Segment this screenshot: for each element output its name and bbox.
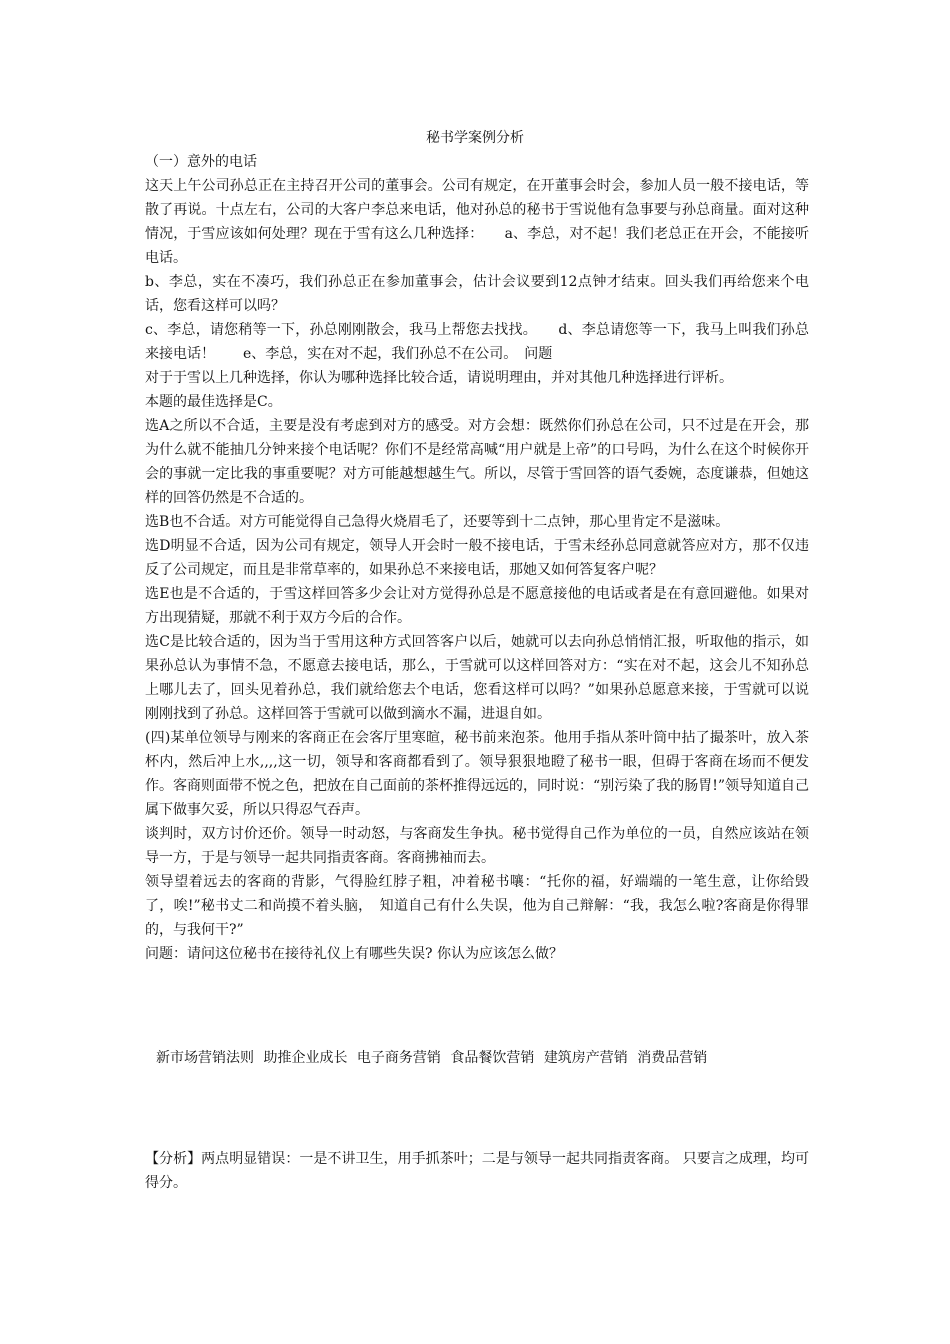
analysis-paragraph: 选D明显不合适，因为公司有规定，领导人开会时一般不接电话，于雪未经孙总同意就答应对方，那不仅违反了公司规定，而且是非常草率的，如果孙总不来接电话，那她又如何答复客户呢？	[145, 538, 809, 578]
marketing-link[interactable]: 电子商务营销	[356, 1050, 441, 1066]
marketing-links	[156, 1048, 856, 1068]
section-heading: （一）意外的电话	[145, 154, 257, 170]
marketing-link[interactable]: 新市场营销法则	[156, 1050, 254, 1066]
marketing-link[interactable]: 助推企业成长	[263, 1050, 348, 1066]
question-paragraph: 对于于雪以上几种选择，你认为哪种选择比较合适，请说明理由，并对其他几种选择进行评析。	[145, 370, 733, 386]
case-paragraph: 谈判时，双方讨价还价。领导一时动怒，与客商发生争执。秘书觉得自己作为单位的一员，自然应该站在领导一方，于是与领导一起共同指责客商。客商拂袖而去。	[145, 826, 809, 866]
analysis-note: 【分析】两点明显错误：一是不讲卫生，用手抓茶叶；二是与领导一起共同指责客商。 只要言之成理，均可得分。	[145, 1151, 809, 1191]
analysis-paragraph: 选C是比较合适的，因为当于雪用这种方式回答客户以后，她就可以去向孙总悄悄汇报，听取他的指示，如果孙总认为事情不急，不愿意去接电话，那么，于雪就可以这样回答对方：“实在对不起，这会儿不知孙总上哪儿去了，回头见着孙总，我们就给您去个电话，您看这样可以吗？”如果孙总愿意来接，于雪就可以说刚刚找到了孙总。这样回答于雪就可以做到滴水不漏，进退自如。	[145, 634, 809, 722]
option-paragraph: c、李总，请您稍等一下，孙总刚刚散会，我马上帮您去找找。 d、李总请您等一下，我马上叫我们孙总来接电话！ e、李总，实在对不起，我们孙总不在公司。 问题	[145, 322, 809, 362]
answer-paragraph: 本题的最佳选择是C。	[145, 394, 282, 410]
marketing-link[interactable]: 消费品营销	[637, 1050, 708, 1066]
question-paragraph: 问题：请问这位秘书在接待礼仪上有哪些失误? 你认为应该怎么做？	[145, 946, 563, 962]
case-paragraph: (四)某单位领导与刚来的客商正在会客厅里寒暄，秘书前来泡茶。他用手指从茶叶筒中拈了撮茶叶，放入茶杯内，然后冲上水,,,,这一切，领导和客商都看到了。领导狠狠地瞪了秘书一眼，但碍于客商在场而不便发作。客商则面带不悦之色，把放在自己面前的茶杯推得远远的，同时说：“别污染了我的肠胃!”领导知道自己属下做事欠妥，所以只得忍气吞声。	[145, 730, 809, 818]
case-paragraph: 这天上午公司孙总正在主持召开公司的董事会。公司有规定，在开董事会时会，参加人员一般不接电话，等散了再说。十点左右，公司的大客户李总来电话，他对孙总的秘书于雪说他有急事要与孙总商量。面对这种情况，于雪应该如何处理？现在于雪有这么几种选择： a、李总，对不起！我们老总正在开会，不能接听电话。	[145, 178, 809, 266]
case-paragraph: 领导望着远去的客商的背影，气得脸红脖子粗，冲着秘书嚷：“托你的福，好端端的一笔生意，让你给毁了，唉!”秘书丈二和尚摸不着头脑， 知道自己有什么失误，他为自己辩解：“我，我怎么啦?客商是你得罪的，与我何干?”	[145, 874, 809, 938]
document-body	[145, 150, 809, 966]
option-paragraph: b、李总，实在不凑巧，我们孙总正在参加董事会，估计会议要到12点钟才结束。回头我们再给您来个电话，您看这样可以吗？	[145, 274, 809, 314]
analysis-paragraph: 选A之所以不合适，主要是没有考虑到对方的感受。对方会想：既然你们孙总在公司，只不过是在开会，那为什么就不能抽几分钟来接个电话呢？你们不是经常高喊“用户就是上帝”的口号吗，为什么在这个时候你开会的事就一定比我的事重要呢？对方可能越想越生气。所以，尽管于雪回答的语气委婉，态度谦恭，但她这样的回答仍然是不合适的。	[145, 418, 809, 506]
document-title: 秘书学案例分析	[426, 130, 524, 146]
marketing-link[interactable]: 食品餐饮营销	[450, 1050, 535, 1066]
analysis-paragraph: 选E也是不合适的，于雪这样回答多少会让对方觉得孙总是不愿意接他的电话或者是在有意回避他。如果对方出现猜疑，那就不利于双方今后的合作。	[145, 586, 809, 626]
analysis-paragraph: 选B也不合适。对方可能觉得自己急得火烧眉毛了，还要等到十二点钟，那心里肯定不是滋味。	[145, 514, 730, 530]
marketing-link[interactable]: 建筑房产营销	[543, 1050, 628, 1066]
